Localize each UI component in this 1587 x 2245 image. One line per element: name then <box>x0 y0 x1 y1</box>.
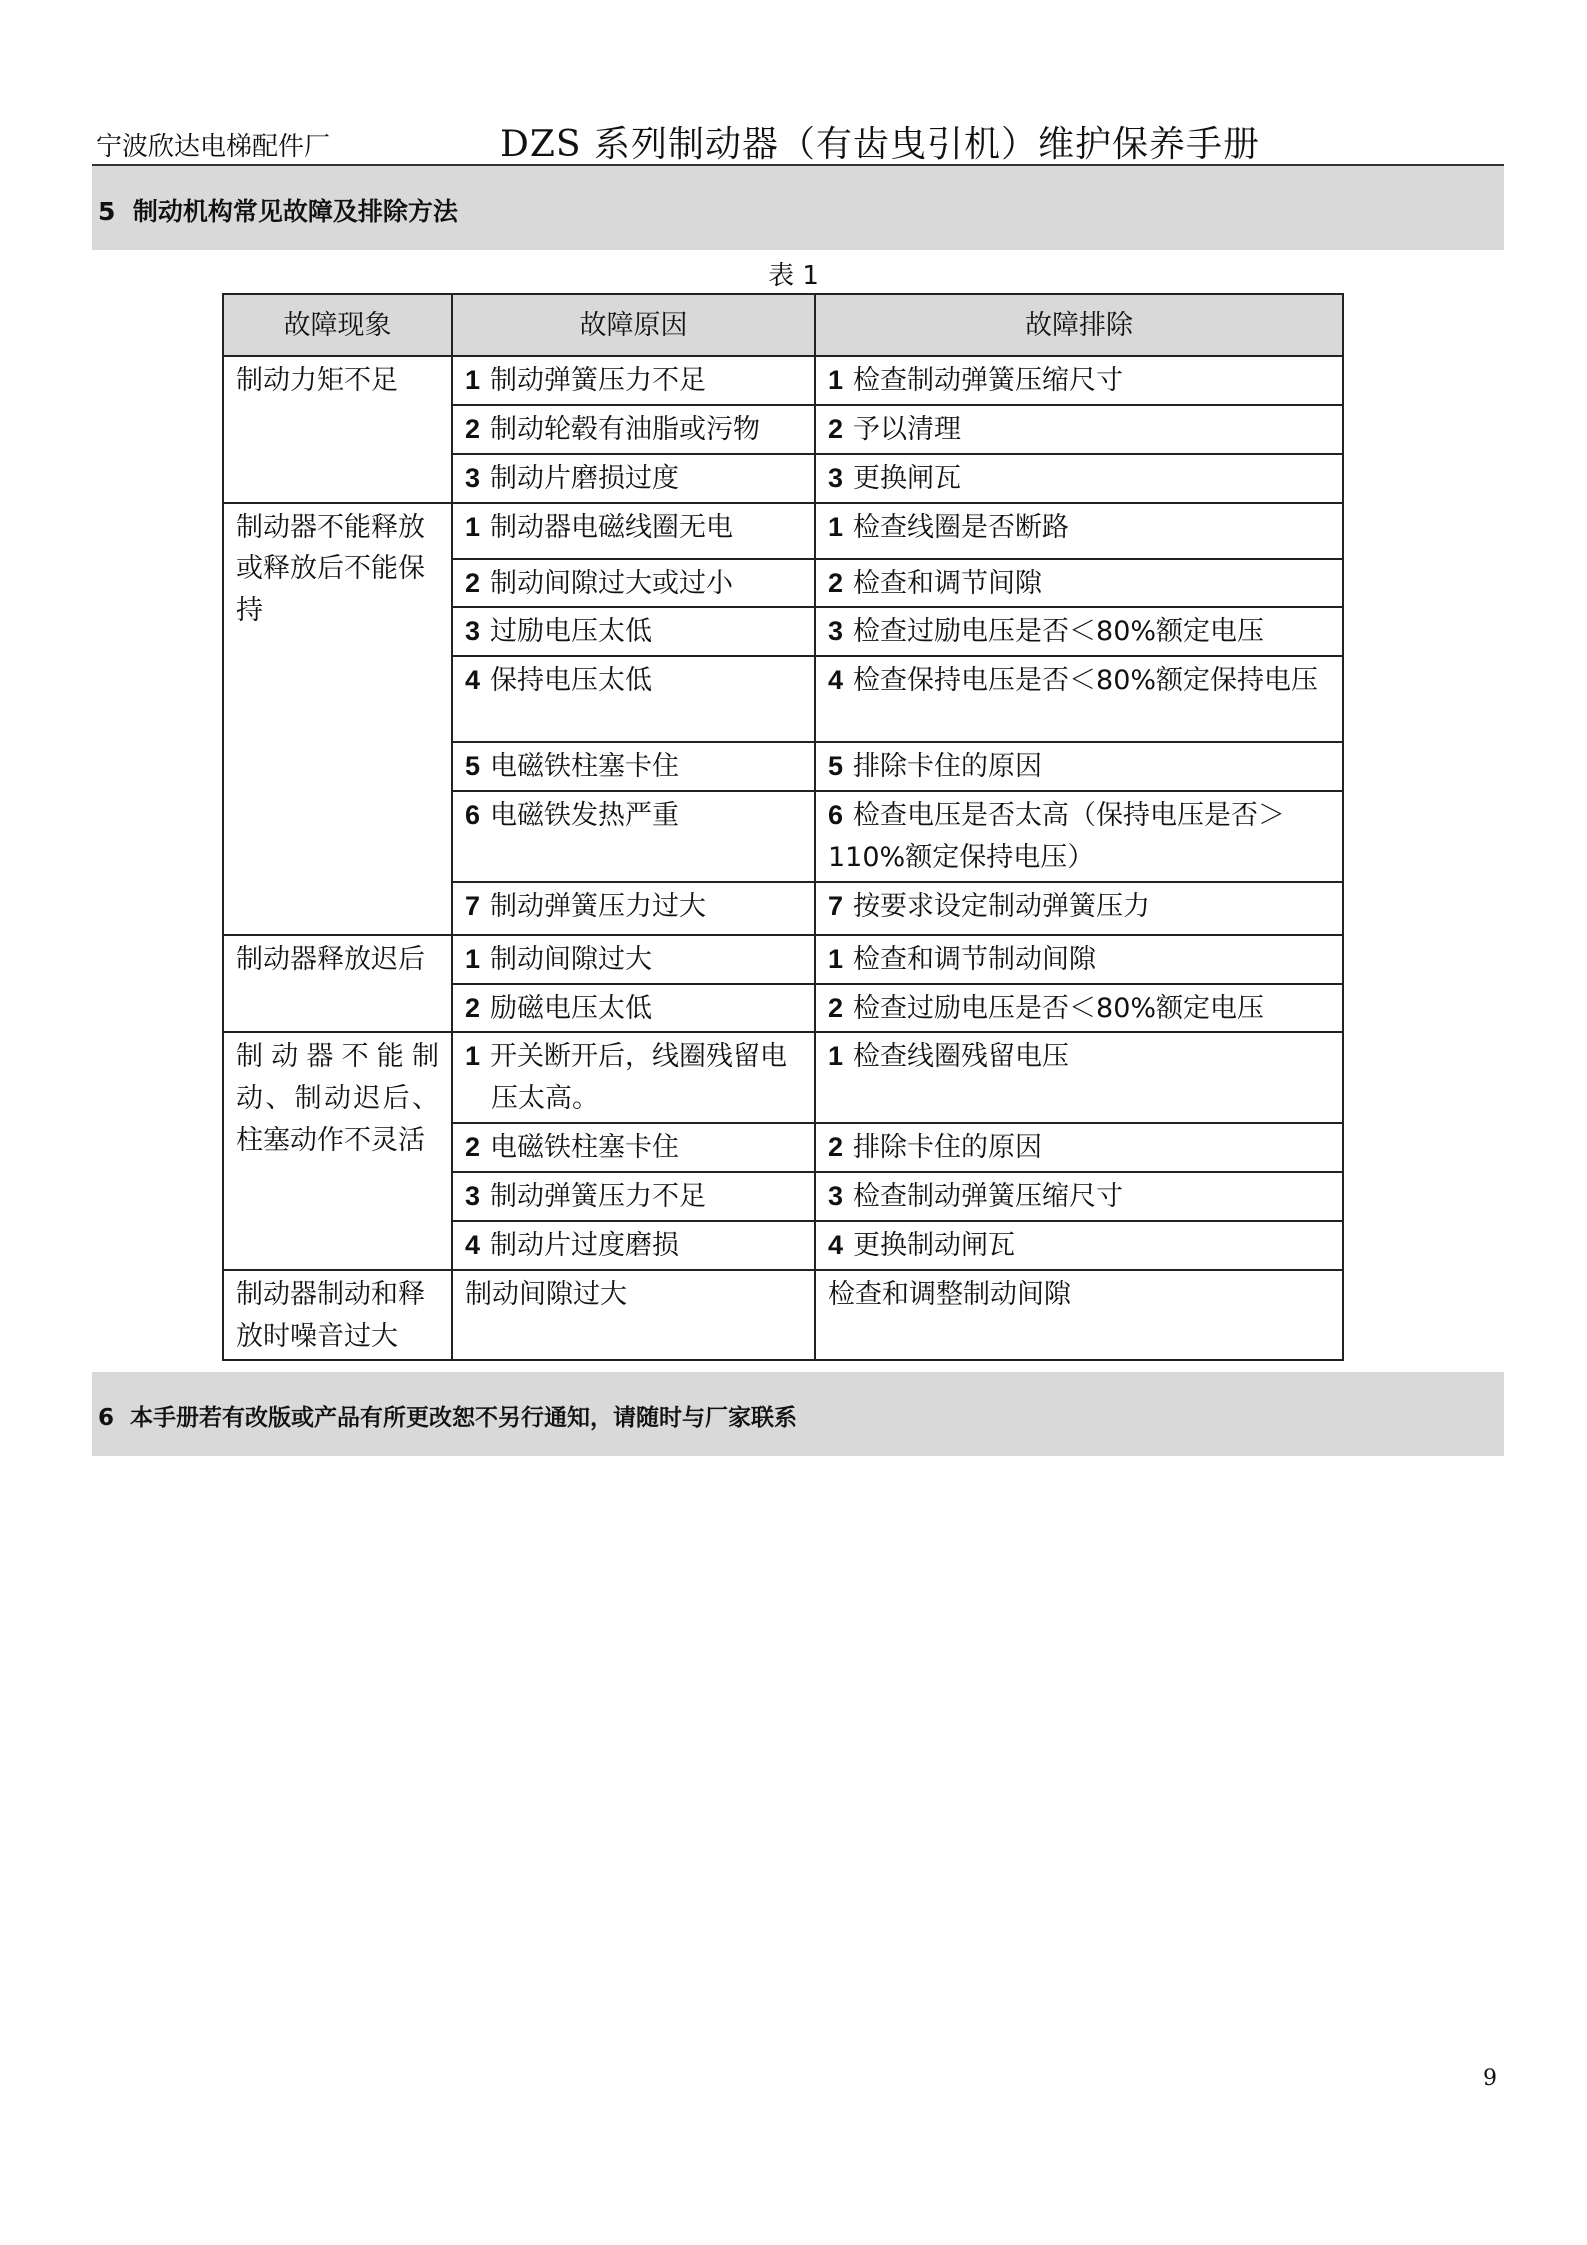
header-cause: 故障原因 <box>452 294 815 356</box>
cause-cell: 2 制动轮毂有油脂或污物 <box>452 405 815 454</box>
fix-cell: 2 排除卡住的原因 <box>815 1123 1343 1172</box>
table-header-row <box>223 294 1343 356</box>
cause-cell: 2 励磁电压太低 <box>452 984 815 1033</box>
table-row <box>223 356 1343 405</box>
cause-cell: 1 开关断开后，线圈残留电压太高。 <box>452 1032 815 1123</box>
cause-cell: 3 制动片磨损过度 <box>452 454 815 503</box>
section-6-title: 本手册若有改版或产品有所更改恕不另行通知，请随时与厂家联系 <box>130 1405 798 1431</box>
table-row <box>223 503 1343 559</box>
cause-cell: 4 制动片过度磨损 <box>452 1221 815 1270</box>
document-title: DZS 系列制动器（有齿曳引机）维护保养手册 <box>500 124 1260 165</box>
section-6-heading <box>92 1372 1504 1456</box>
section-5-number: 5 <box>98 197 116 226</box>
symptom-cell: 制动器释放迟后 <box>223 935 452 1033</box>
cause-cell: 2 电磁铁柱塞卡住 <box>452 1123 815 1172</box>
company-name: 宁波欣达电梯配件厂 <box>96 132 331 162</box>
symptom-cell: 制动器制动和释放时噪音过大 <box>223 1270 452 1361</box>
cause-cell: 1 制动器电磁线圈无电 <box>452 503 815 559</box>
table-caption: 表 1 <box>768 261 819 291</box>
header-fix: 故障排除 <box>815 294 1343 356</box>
fault-table <box>222 293 1344 1361</box>
section-5-heading <box>92 166 1504 250</box>
table-row <box>223 935 1343 984</box>
fix-cell: 3 更换闸瓦 <box>815 454 1343 503</box>
cause-cell: 3 制动弹簧压力不足 <box>452 1172 815 1221</box>
fix-cell: 2 检查和调节间隙 <box>815 559 1343 608</box>
symptom-cell: 制动器不能释放或释放后不能保持 <box>223 503 452 935</box>
cause-cell: 2 制动间隙过大或过小 <box>452 559 815 608</box>
section-5-title: 制动机构常见故障及排除方法 <box>132 197 458 226</box>
cause-cell: 1 制动弹簧压力不足 <box>452 356 815 405</box>
fix-cell: 1 检查线圈是否断路 <box>815 503 1343 559</box>
cause-cell: 5 电磁铁柱塞卡住 <box>452 742 815 791</box>
page-header <box>92 112 1504 166</box>
cause-cell: 制动间隙过大 <box>452 1270 815 1361</box>
cause-cell: 7 制动弹簧压力过大 <box>452 882 815 935</box>
symptom-cell: 制动器不能制动、制动迟后、柱塞动作不灵活 <box>223 1032 452 1269</box>
fix-cell: 检查和调整制动间隙 <box>815 1270 1343 1361</box>
fix-cell: 4 更换制动闸瓦 <box>815 1221 1343 1270</box>
header-symptom: 故障现象 <box>223 294 452 356</box>
fix-cell: 5 排除卡住的原因 <box>815 742 1343 791</box>
cause-cell: 4 保持电压太低 <box>452 656 815 742</box>
fix-cell: 1 检查和调节制动间隙 <box>815 935 1343 984</box>
cause-cell: 6 电磁铁发热严重 <box>452 791 815 882</box>
fix-cell: 6 检查电压是否太高（保持电压是否＞110%额定保持电压） <box>815 791 1343 882</box>
fix-cell: 4 检查保持电压是否＜80%额定保持电压 <box>815 656 1343 742</box>
symptom-cell: 制动力矩不足 <box>223 356 452 503</box>
table-row <box>223 1032 1343 1123</box>
table-row <box>223 1270 1343 1361</box>
page-number: 9 <box>1483 2066 1497 2091</box>
fix-cell: 1 检查制动弹簧压缩尺寸 <box>815 356 1343 405</box>
cause-cell: 1 制动间隙过大 <box>452 935 815 984</box>
fix-cell: 2 予以清理 <box>815 405 1343 454</box>
fix-cell: 3 检查过励电压是否＜80%额定电压 <box>815 607 1343 656</box>
fix-cell: 7 按要求设定制动弹簧压力 <box>815 882 1343 935</box>
cause-cell: 3 过励电压太低 <box>452 607 815 656</box>
fix-cell: 2 检查过励电压是否＜80%额定电压 <box>815 984 1343 1033</box>
fix-cell: 3 检查制动弹簧压缩尺寸 <box>815 1172 1343 1221</box>
fix-cell: 1 检查线圈残留电压 <box>815 1032 1343 1123</box>
section-6-number: 6 <box>98 1405 115 1431</box>
